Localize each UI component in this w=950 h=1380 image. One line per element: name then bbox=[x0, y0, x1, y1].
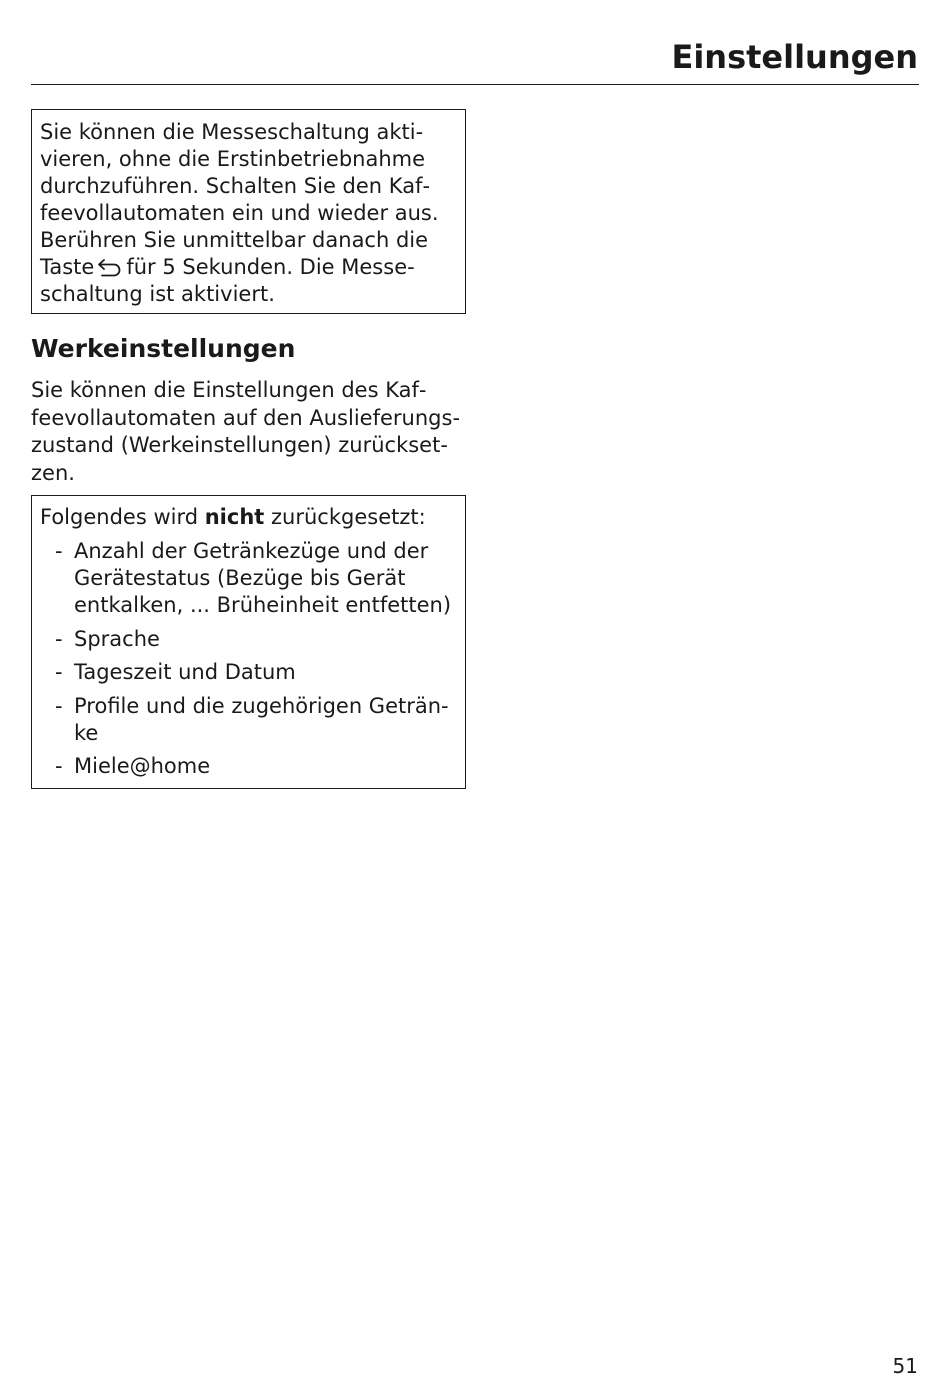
list-bullet: - bbox=[55, 539, 63, 563]
list-bullet: - bbox=[55, 754, 63, 778]
list-bullet: - bbox=[55, 626, 63, 651]
intro-bold-word: nicht bbox=[204, 505, 265, 529]
list-item bbox=[40, 626, 457, 653]
note-text-before-icon: Sie können die Messeschaltung aktivieren, ohne die Erstinbetriebnahme durchzuführen. Schalten Sie den Kaffeevollautomaten ein und wieder aus. Berühren Sie unmittelbar danach die Taste bbox=[40, 120, 439, 279]
not-reset-list bbox=[40, 538, 457, 780]
list-item bbox=[40, 538, 457, 619]
not-reset-info-box bbox=[31, 495, 466, 789]
section-heading: Werkeinstellungen bbox=[31, 334, 296, 363]
list-bullet: - bbox=[55, 693, 63, 718]
info-box-intro bbox=[40, 504, 457, 531]
trade-fair-mode-note bbox=[31, 109, 466, 314]
note-text-after-icon: für 5 Sekunden. Die Messeschaltung ist aktiviert. bbox=[40, 255, 415, 306]
title-divider bbox=[31, 84, 919, 85]
list-item-text: Profile und die zugehörigen Getränke bbox=[74, 693, 449, 745]
list-item bbox=[40, 659, 457, 686]
page-title: Einstellungen bbox=[671, 38, 918, 76]
list-item-text: Sprache bbox=[74, 626, 160, 651]
note-text bbox=[40, 119, 457, 308]
intro-prefix: Folgendes wird bbox=[40, 505, 199, 529]
list-item-text: Tageszeit und Datum bbox=[74, 660, 296, 684]
list-bullet: - bbox=[55, 660, 63, 684]
list-item bbox=[40, 753, 457, 780]
return-arrow-icon bbox=[96, 257, 124, 277]
section-body-text: Sie können die Einstellungen des Kaffeevollautomaten auf den Auslieferungszustand (Werkeinstellungen) zurücksetzen. bbox=[31, 378, 461, 485]
list-item-text: Anzahl der Getränkezüge und der Gerätestatus (Bezüge bis Gerät entkalken, ... Brüheinheit entfetten) bbox=[74, 539, 452, 617]
list-item-text: Miele@home bbox=[74, 754, 211, 778]
intro-suffix: zurückgesetzt: bbox=[271, 505, 426, 529]
page-number: 51 bbox=[892, 1354, 918, 1378]
list-item bbox=[40, 693, 457, 747]
